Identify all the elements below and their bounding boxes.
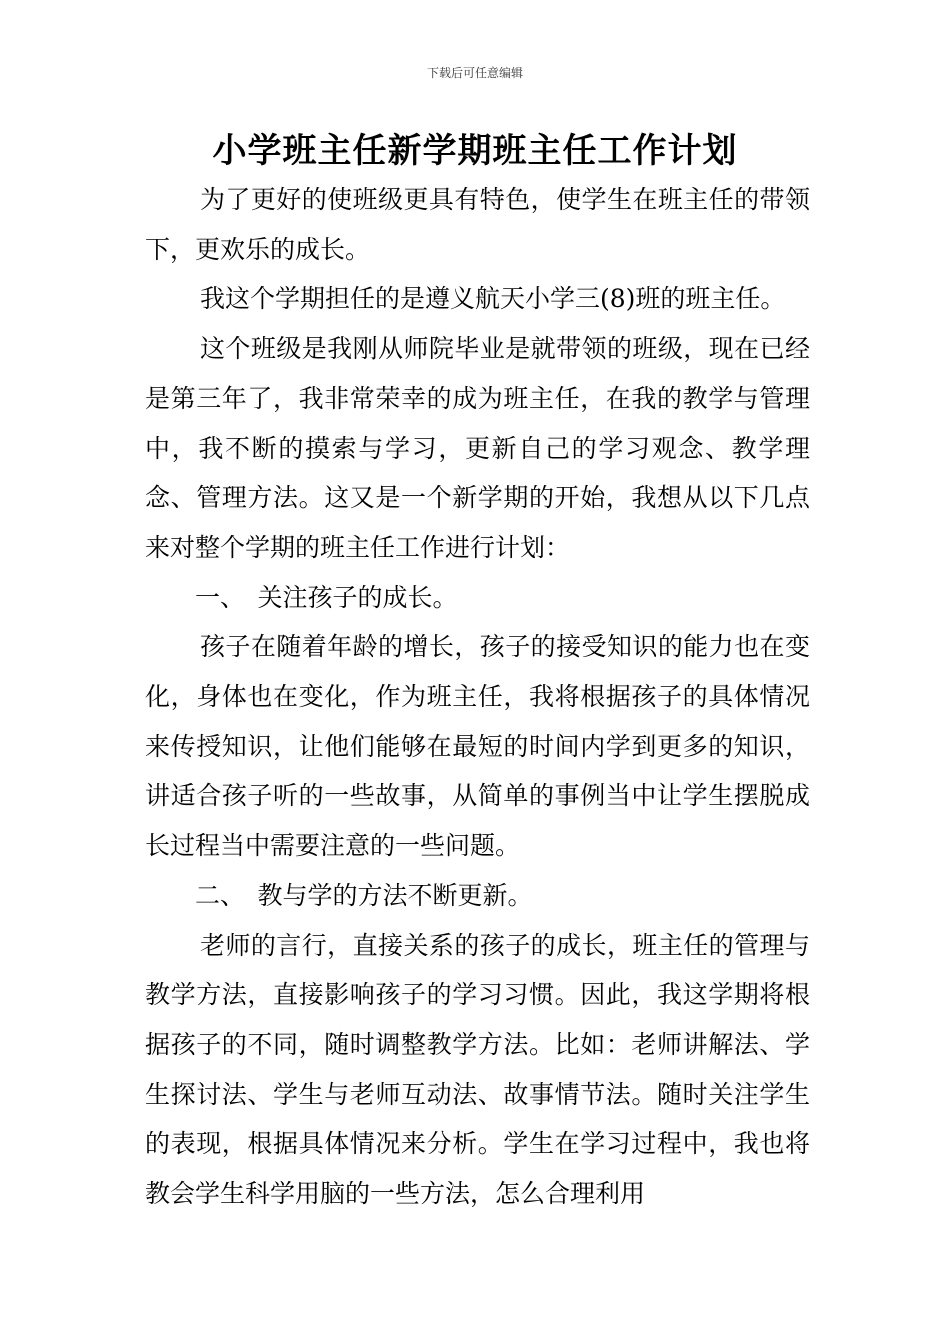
class-info-paragraph: 我这个学期担任的是遵义航天小学三(8)班的班主任。	[200, 284, 786, 314]
document-body	[145, 175, 810, 1219]
background-paragraph: 这个班级是我刚从师院毕业是就带领的班级，现在已经是第三年了，我非常荣幸的成为班主任，在我的教学与管理中，我不断的摸索与学习，更新自己的学习观念、教学理念、管理方法。这又是一个新学期的开始，我想从以下几点来对整个学期的班主任工作进行计划：	[145, 334, 810, 562]
intro-paragraph: 为了更好的使班级更具有特色，使学生在班主任的带领下，更欢乐的成长。	[145, 185, 810, 264]
section-heading-2	[145, 871, 810, 921]
section-body-2: 老师的言行，直接关系的孩子的成长，班主任的管理与教学方法，直接影响孩子的学习习惯。因此，我这学期将根据孩子的不同，随时调整教学方法。比如：老师讲解法、学生探讨法、学生与老师互动法、故事情节法。随时关注学生的表现，根据具体情况来分析。学生在学习过程中，我也将教会学生科学用脑的一些方法，怎么合理利用	[145, 930, 810, 1209]
section-heading-2-text: 教与学的方法不断更新。	[257, 880, 533, 910]
document-title: 小学班主任新学期班主任工作计划	[212, 131, 738, 171]
section-marker-2: 二、	[195, 880, 246, 910]
header-note: 下载后可任意编辑	[426, 66, 523, 80]
section-heading-1	[145, 573, 810, 623]
section-marker-1: 一、	[195, 582, 246, 612]
section-body-1: 孩子在随着年龄的增长，孩子的接受知识的能力也在变化，身体也在变化，作为班主任，我将根据孩子的具体情况来传授知识，让他们能够在最短的时间内学到更多的知识，讲适合孩子听的一些故事，从简单的事例当中让学生摆脱成长过程当中需要注意的一些问题。	[145, 632, 810, 861]
section-heading-1-text: 关注孩子的成长。	[257, 582, 458, 612]
